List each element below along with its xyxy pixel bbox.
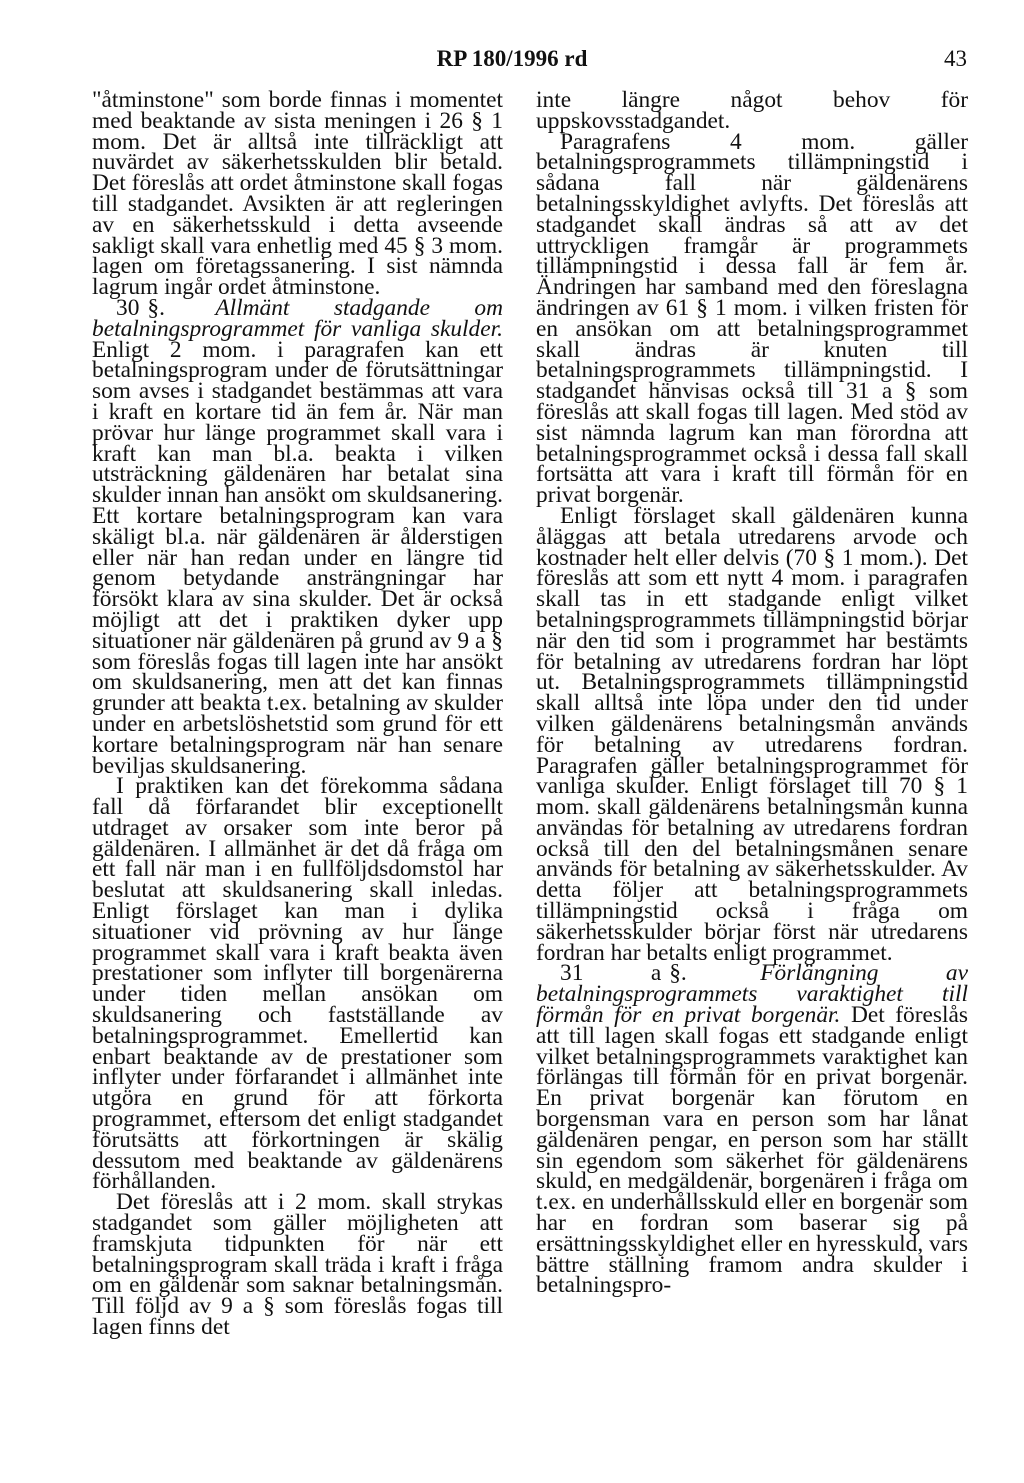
page-number: 43 <box>944 46 967 71</box>
section-sign: §. <box>147 294 165 321</box>
paragraph: Paragrafens 4 mom. gäller betalningsprogrammets tillämpningstid i sådana fall när gäldenärens betalningsskyldighet avlyfts. Det föreslås att stadgandet skall ändras så att av det uttryckligen framgår är programmets tillämpningstid i dessa fall är fem år. Ändringen har samband med den föreslagna ändringen av 61 § 1 mom. i vilken fristen för en ansökan om att betalningsprogrammet skall ändras är knuten till betalningsprogrammets tillämpningstid. I stadgandet hänvisas också till 31 a § som föreslås att skall fogas till lagen. Med stöd av sist nämnda lagrum kan man förordna att betalningsprogrammet också i dessa fall skall fortsätta att vara i kraft till förmån för en privat borgenär. <box>536 128 968 509</box>
paragraph: Det föreslås att i 2 mom. skall strykas stadgandet som gäller möjligheten att framskjuta tidpunkten för när ett betalningsprogram skall träda i kraft i fråga om en gäldenär som saknar betalningsmån. Till följd av 9 a § som föreslås fogas till lagen finns det <box>92 1189 503 1341</box>
running-header-title: RP 180/1996 rd <box>436 46 588 71</box>
paragraph: Enligt förslaget skall gäldenären kunna åläggas att betala utredarens arvode och kostnader helt eller delvis (70 § 1 mom.). Det föreslås att som ett nytt 4 mom. i paragrafen skall tas in ett stadgande enligt vilket betalningsprogrammets tillämpningstid börjar när den tid som i programmet har bestämts för betalning av utredarens fordran har löpt ut. Betalningsprogrammets tillämpningstid skall alltså inte löpa under den tid under vilken gäldenärens betalningsmån används för betalning av utredarens fordran. Paragrafen gäller betalningsprogrammet för vanliga skulder. Enligt förslaget till 70 § 1 mom. skall gäldenärens betalningsmån kunna användas för betalning av utredarens fordran också till den del betalningsmånen senare används för betalning av säkerhetsskulder. Av detta följer att betalningsprogrammets tillämpningstid också i fråga om säkerhetsskulder börjar först när utredarens fordran har betalts enligt programmet. <box>536 502 968 966</box>
section-heading: Allmänt stadgande om betalningsprogrammet för vanliga skulder. <box>92 294 503 342</box>
section-number: 31 a <box>560 960 662 987</box>
section-sign: §. <box>669 960 687 987</box>
paragraph: inte längre något behov för uppskovsstadgandet. <box>536 87 968 134</box>
paragraph: "åtminstone" som borde finnas i momentet med beaktande av sista meningen i 26 § 1 mom. Det är alltså inte tillräckligt att nuvärdet av säkerhetsskulden blir betald. Det föreslås att ordet åtminstone skall fogas till stadgandet. Avsikten är att regleringen av en säkerhetsskuld i detta avseende sakligt skall vara enhetlig med 45 § 3 mom. lagen om företagssanering. I sist nämnda lagrum ingår ordet åtminstone. <box>92 87 503 301</box>
left-column <box>92 87 503 1341</box>
section-number: 30 <box>116 294 140 321</box>
paragraph: I praktiken kan det förekomma sådana fall då förfarandet blir exceptionellt utdraget av orsaker som inte beror på gäldenären. I allmänhet är det då fråga om ett fall när man i en fullföljdsdomstol har beslutat att skuldsanering skall inledas. Enligt förslaget kan man i dylika situationer vid prövning av hur länge programmet skall vara i kraft beakta även prestationer som inflyter till borgenärerna under tiden mellan ansökan om skuldsanering och fastställande av betalningsprogrammet. Emellertid kan enbart beaktande av de prestationer som inflyter under förfarandet i allmänhet inte utgöra en grund för att förkorta programmet, eftersom det enligt stadgandet förutsätts att förkortningen är skälig dessutom med beaktande av gäldenärens förhållanden. <box>92 773 503 1195</box>
section-text: Det föreslås att till lagen skall fogas ett stadgande enligt vilket betalningsprogrammets varaktighet kan förlängas till förmån för en privat borgenär. En privat borgenär kan förutom en borgensman vara en person som har lånat gäldenären pengar, en person som har ställt sin egendom som säkerhet för gäldenärens skuld, en medgäldenär, borgenären i fråga om t.ex. en underhållsskuld eller en borgenär som har en fordran som baserar sig på ersättningsskyldighet eller en hyresskuld, vars bättre ställning framom andra skulder i betalningspro- <box>536 1002 968 1299</box>
section-heading: Förlängning av betalningsprogrammets varaktighet till förmån för en privat borgenär. <box>536 960 968 1029</box>
right-column <box>536 87 968 1299</box>
section-text: Enligt 2 mom. i paragrafen kan ett betalningsprogram under de förutsättningar som avses i stadgandet bestämmas att vara i kraft en kortare tid än fem år. När man prövar hur länge programmet skall vara i kraft kan man bl.a. beakta i vilken utsträckning gäldenären har betalat sina skulder innan han ansökt om skuldsanering. Ett kortare betalningsprogram kan vara skäligt bl.a. när gäldenären är ålderstigen eller när han redan under en längre tid genom betydande ansträngningar har försökt klara av sina skulder. Det är också möjligt att det i praktiken dyker upp situationer när gäldenären på grund av 9 a § som föreslås fogas till lagen inte har ansökt om skuldsanering, men att det kan finnas grunder att beakta t.ex. betalning av skulder under en arbetslöshetstid som grund för ett kortare betalningsprogram när han senare beviljas skuldsanering. <box>92 336 503 779</box>
section-31a-paragraph <box>536 960 968 1299</box>
section-30-paragraph <box>92 294 503 779</box>
